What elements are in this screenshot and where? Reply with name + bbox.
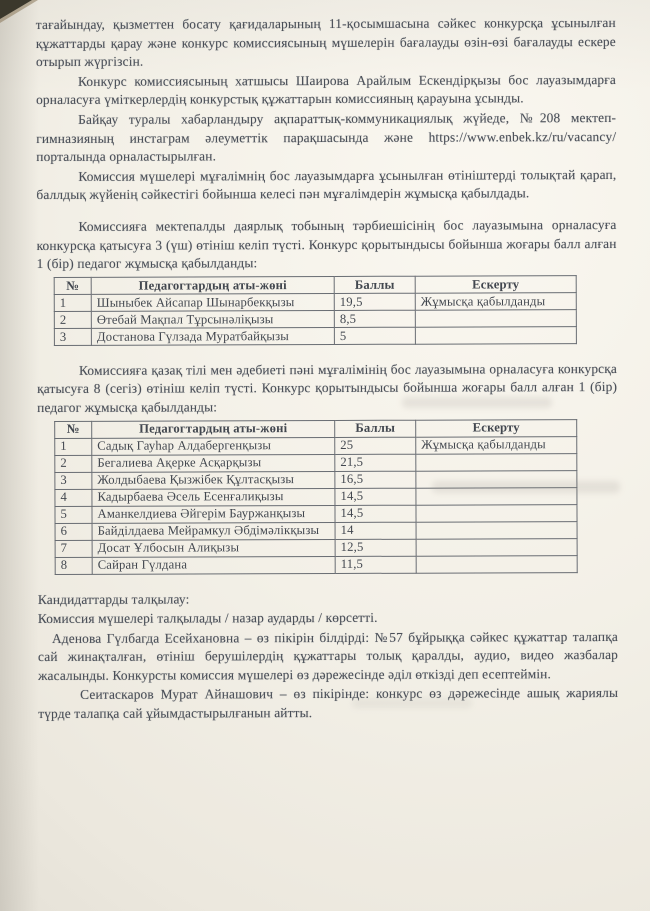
cell-number: 8 xyxy=(55,557,92,574)
cell-note xyxy=(416,504,577,522)
cell-score: 14,5 xyxy=(335,488,416,505)
column-header-number: № xyxy=(54,277,91,294)
cell-name: Байділдаева Мейрамкул Әбдімәлікқызы xyxy=(92,522,335,540)
table-row xyxy=(55,555,577,574)
cell-score: 5 xyxy=(334,327,415,344)
table-row xyxy=(55,453,577,472)
paragraph-kazakh-lang-intro: Комиссияға қазақ тілі мен әдебиеті пәні мұғалімінің бос лауазымына орналасуға конкурсқа қатысуға 8 (сегіз) өтініш келіп түсті. Конкурс қорытындысы бойынша жоғары балл алған 1 (бір) педагог жұмысқа қабылданды: xyxy=(37,360,618,415)
cell-note xyxy=(416,555,577,573)
cell-name: Бегалиева Ақерке Асқарқызы xyxy=(92,454,335,472)
cell-name: Өтебай Мақпал Тұрсынәліқызы xyxy=(91,310,334,328)
column-header-note: Ескерту xyxy=(415,275,576,293)
cell-note: Жұмысқа қабылданды xyxy=(415,292,576,310)
paragraph-opinion-seitaskarov: Сеитаскаров Мурат Айнашович – өз пікірінде: конкурс өз дәрежесінде ашық жариялы түрде талапқа сай ұйымдастырылғанын айтты. xyxy=(38,685,619,722)
cell-number: 4 xyxy=(55,489,92,506)
paragraph-preschool-intro: Комиссияға мектепалды даярлық тобының тәрбиешісінің бос лауазымына орналасуға конкурсқа қатысуға 3 (үш) өтініш келіп түсті. Конкурс қорытындысы бойынша жоғары балл алған 1 (бір) педагог жұмысқа қабылданды: xyxy=(36,216,617,272)
cell-number: 1 xyxy=(54,294,91,311)
cell-number: 2 xyxy=(54,311,91,328)
table-row xyxy=(55,538,577,557)
cell-score: 14 xyxy=(335,522,416,539)
paragraph-commission-review: Комиссия мүшелері мұғалімнің бос лауазымдарға ұсынылған өтініштерді толықтай қарап, баллдық жүйенің сәйкестігі бойынша келесі пән мұғалімдерін жұмысқа қабылдады. xyxy=(36,166,617,203)
cell-number: 1 xyxy=(55,438,92,455)
cell-name: Сайран Гүлдана xyxy=(92,556,335,574)
cell-score: 14,5 xyxy=(335,505,416,522)
cell-note: Жұмысқа қабылданды xyxy=(416,436,577,454)
paragraph-discussion-heading: Кандидаттарды талқылау: xyxy=(37,590,190,607)
cell-name: Жолдыбаева Қызжібек Құлтасқызы xyxy=(92,471,335,489)
paragraph-discussion-note: Комиссия мүшелері талқылады / назар аударды / көрсетті. xyxy=(37,609,378,627)
cell-number: 5 xyxy=(55,506,92,523)
cell-name: Досат Ұлбосын Алиқызы xyxy=(92,539,335,557)
cell-score: 19,5 xyxy=(334,293,415,310)
document-content xyxy=(36,14,618,725)
cell-score: 12,5 xyxy=(335,539,416,556)
column-header-name: Педагогтардың аты-жөні xyxy=(91,276,334,294)
table-row xyxy=(55,521,577,540)
cell-number: 3 xyxy=(54,328,91,345)
cell-score: 8,5 xyxy=(334,310,415,327)
cell-score: 25 xyxy=(335,437,416,454)
results-table-preschool xyxy=(54,275,577,346)
column-header-score: Баллы xyxy=(334,276,415,293)
bleed-through-mark xyxy=(402,397,552,408)
table-row xyxy=(55,504,577,523)
cell-score: 16,5 xyxy=(335,471,416,488)
cell-name: Садық Гауһар Алдабергенқызы xyxy=(92,437,335,455)
bleed-through-mark xyxy=(432,481,620,493)
table-row xyxy=(54,292,576,311)
cell-note xyxy=(416,538,577,556)
paragraph-secretary: Конкурс комиссиясының хатшысы Шаирова Арайлым Ескендірқызы бос лауазымдарға орналасуға үміткерлердің конкурстық құжаттарын комиссияның қарауына ұсынды. xyxy=(36,71,617,108)
cell-number: 3 xyxy=(55,472,92,489)
paragraph-continuation: тағайындау, қызметтен босату қағидаларының 11-қосымшасына сәйкес конкурсқа ұсынылған құжаттарды қарау және конкурс комиссиясының мүшелерін бағалауды өзін-өзі бағалауды ескере отырып жүргізсін. xyxy=(35,14,616,70)
cell-name: Аманкелдиева Әйгерім Бауржанқызы xyxy=(92,505,335,523)
cell-number: 7 xyxy=(55,540,92,557)
cell-note xyxy=(416,453,577,471)
column-header-note: Ескерту xyxy=(416,419,577,437)
cell-note xyxy=(415,326,576,344)
cell-name: Кадырбаева Әсель Есенғалиқызы xyxy=(92,488,335,506)
results-table-kazakh-language xyxy=(54,419,578,575)
cell-note xyxy=(416,521,577,539)
cell-score: 21,5 xyxy=(335,454,416,471)
cell-name: Шыныбек Айсапар Шынарбекқызы xyxy=(91,293,334,311)
cell-score: 11,5 xyxy=(335,556,416,573)
table-row xyxy=(55,436,577,455)
paragraph-announcement: Байқау туралы хабарландыру ақпараттық-коммуникациялық жүйеде, №208 мектеп-гимназияның инстаграм әлеуметтік парақшасында және https://www.enbek.kz/ru/vacancy/ порталында орналастырылған. xyxy=(36,109,617,165)
paragraph-opinion-adenova: Аденова Гүлбагда Есейхановна – өз пікірін білдірді: №57 бұйрыққа сәйкес құжаттар талапқа сай жинақталған, өтініш берушілердің құжаттары толық қаралды, аудио, видео жазбалар жасалынды. Конкурсты комиссия мүшелері өз дәрежесінде әділ өткізді деп есептеймін. xyxy=(37,628,619,683)
table-row xyxy=(54,309,576,328)
column-header-number: № xyxy=(55,421,92,438)
column-header-name: Педагогтардың аты-жөні xyxy=(92,420,335,438)
cell-number: 2 xyxy=(55,455,92,472)
cell-name: Достанова Гүлзада Муратбайқызы xyxy=(91,327,334,345)
bleed-through-mark xyxy=(352,698,472,708)
table-row xyxy=(54,326,576,345)
table-header-row xyxy=(54,275,576,294)
column-header-score: Баллы xyxy=(335,420,416,437)
cell-number: 6 xyxy=(55,523,92,540)
cell-note xyxy=(415,309,576,327)
photo-corner-shadow xyxy=(0,0,32,19)
table-header-row xyxy=(55,419,577,438)
